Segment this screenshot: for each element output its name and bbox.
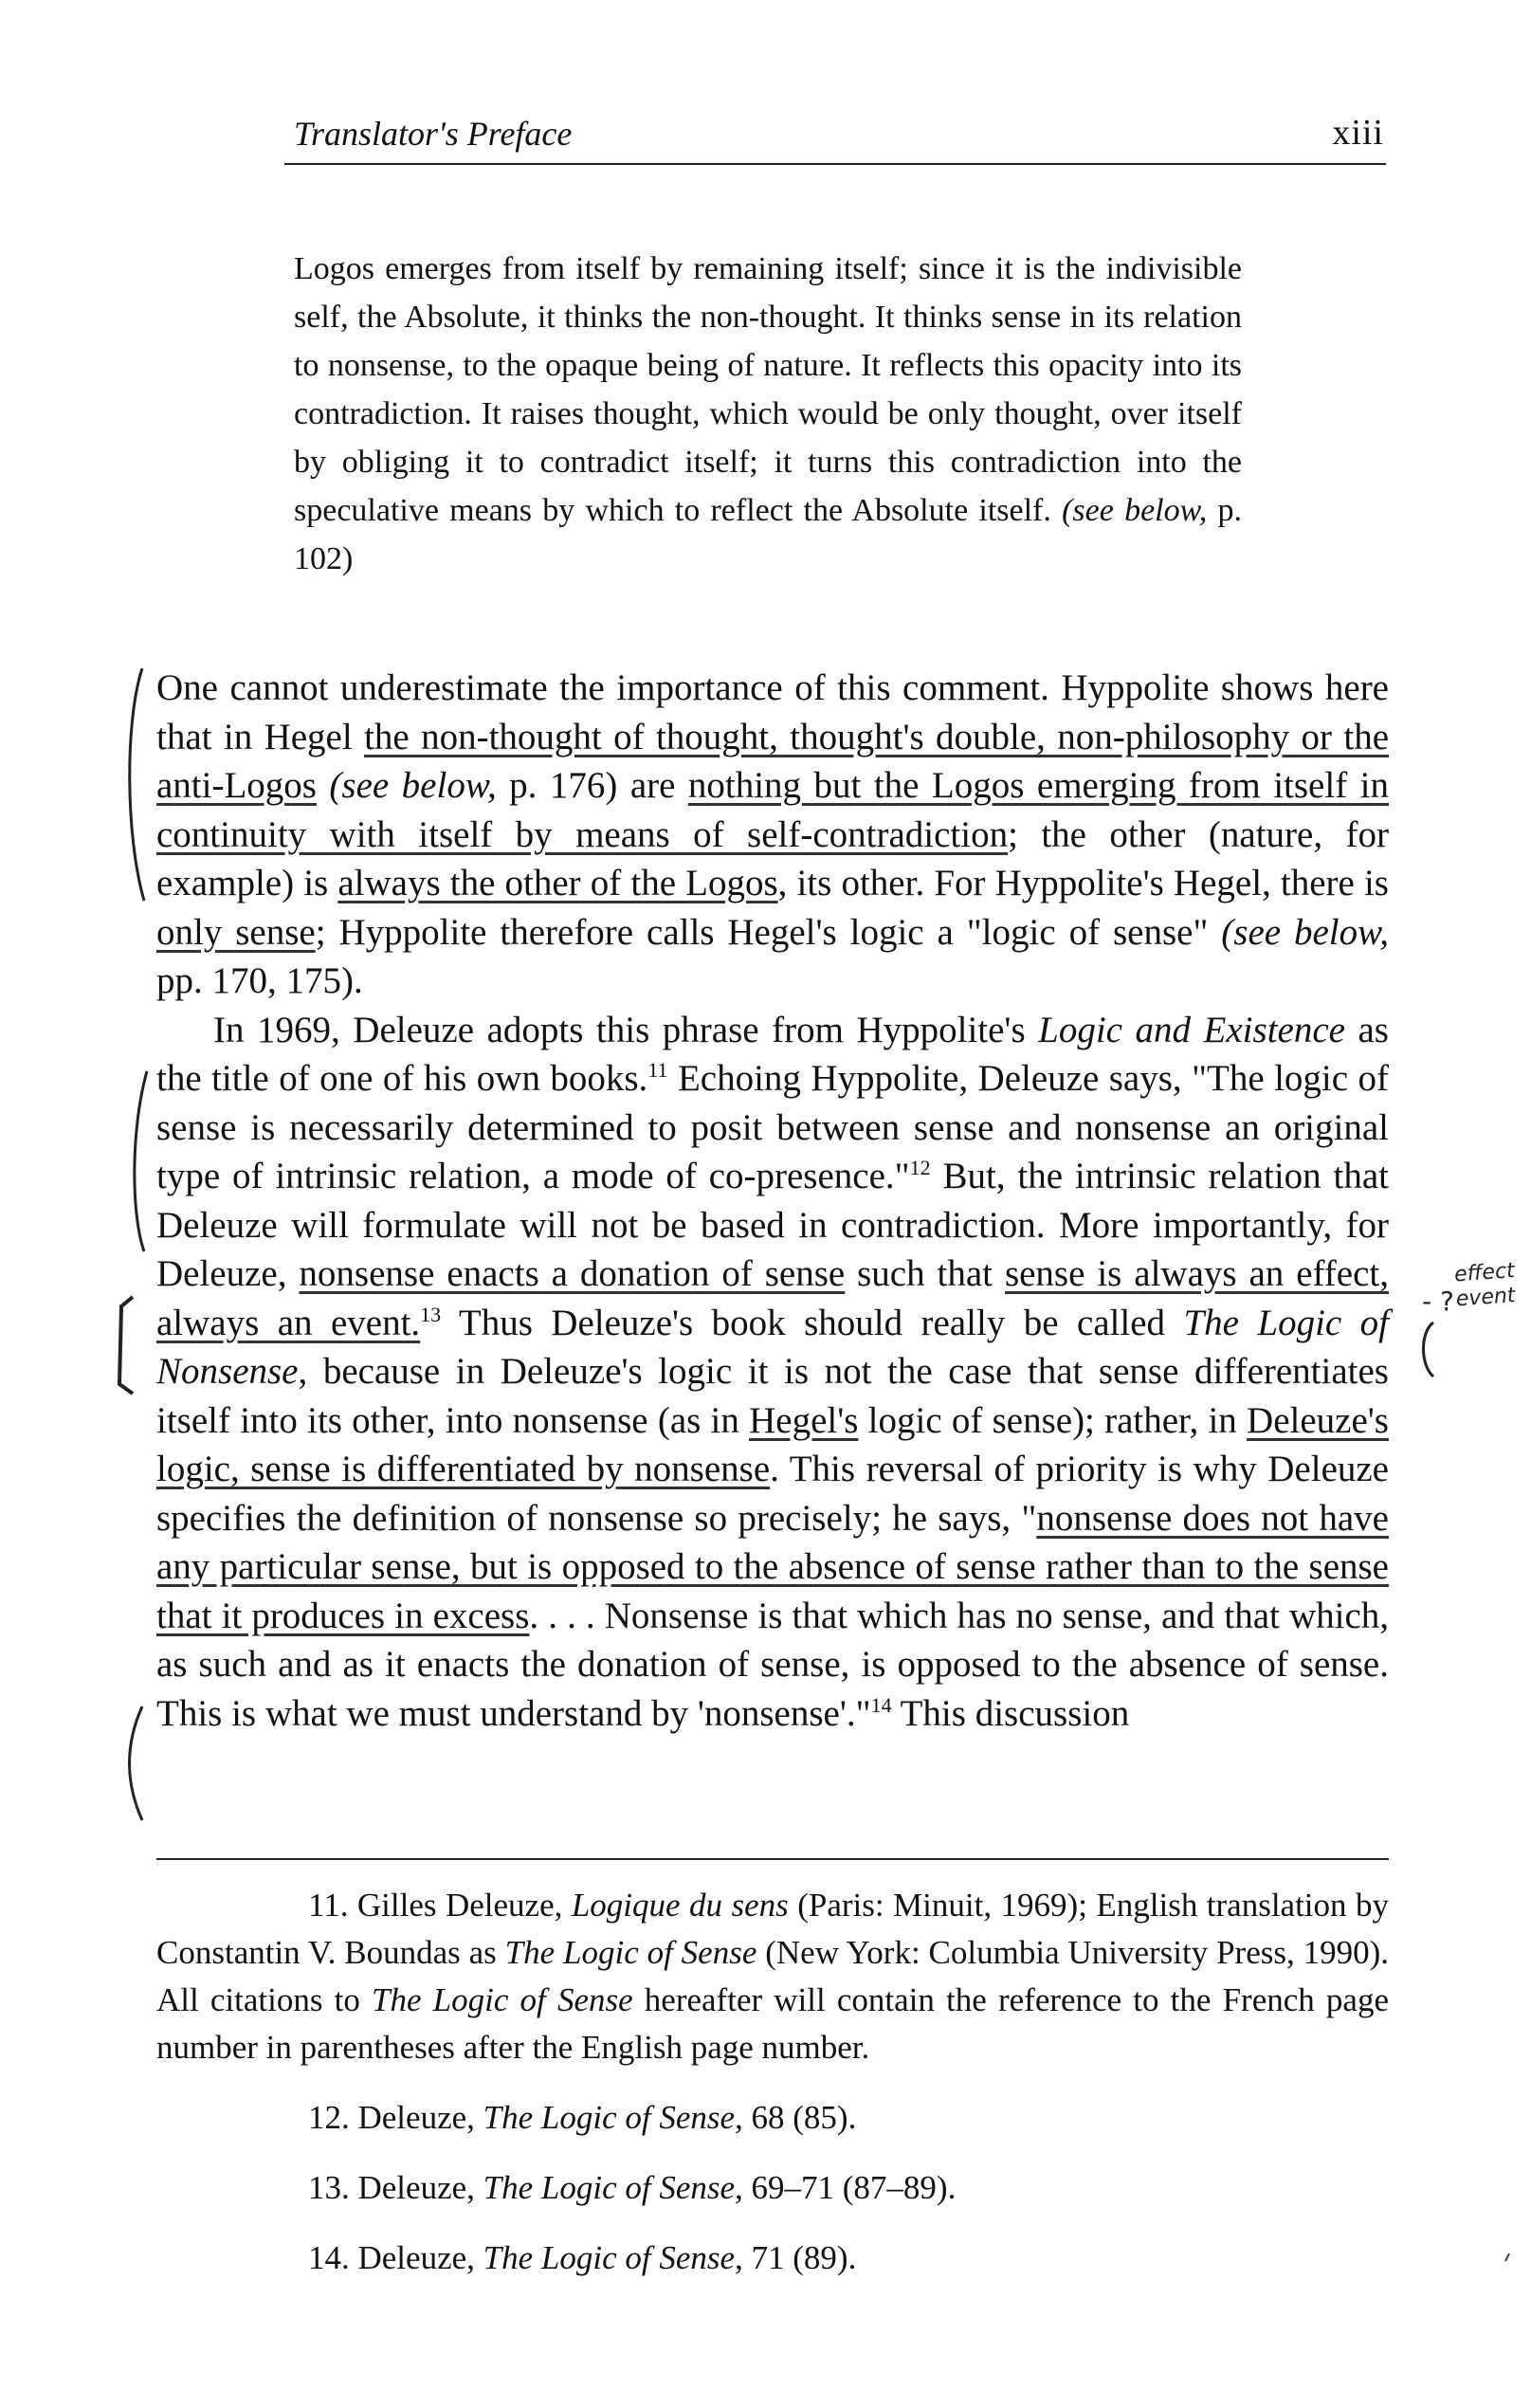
text-run: , because in Deleuze's logic it is not the case that sense differentiates itself into its other, into nonsense (as in xyxy=(156,1351,1389,1441)
underlined-run: only sense xyxy=(156,911,316,953)
text-run: as the title of one of his own books. xyxy=(156,1009,1389,1099)
running-title: Translator's Preface xyxy=(294,115,573,153)
underlined-run: the non-thought of thought, thought's double, non-philosophy or the anti-Logos xyxy=(156,716,1390,806)
quote-citation-page: p. 102) xyxy=(294,493,1242,576)
question-mark: - ? xyxy=(1422,1286,1454,1317)
handwritten-margin-note xyxy=(1453,1259,1522,1313)
margin-bracket-5 xyxy=(1424,1323,1434,1377)
underlined-run: sense is always an effect, always an event. xyxy=(156,1253,1390,1343)
italic-title: The Logic of Sense xyxy=(483,2239,736,2276)
footnote-ref-11: 11 xyxy=(647,1058,668,1082)
margin-tick xyxy=(1505,2253,1509,2261)
underlined-run: always the other of the Logos xyxy=(337,863,778,903)
text-run: One cannot underestimate the importance of this comment. Hyppolite shows here that in Hegel xyxy=(156,667,1389,757)
italic-title: Logic and Existence xyxy=(1038,1009,1345,1050)
italic-title: The Logic of Sense xyxy=(483,2099,736,2136)
text-run: In 1969, Deleuze adopts this phrase from Hyppolite's xyxy=(213,1009,1039,1050)
text-run: logic of sense); rather, in xyxy=(858,1399,1248,1441)
text-run: ; Hyppolite therefore calls Hegel's logic a "logic of sense" xyxy=(315,911,1222,953)
text-run: 13. Deleuze, xyxy=(308,2169,483,2206)
text-run: But, the intrinsic relation that Deleuze will formulate will not be based in contradiction. More importantly, for Deleuze, xyxy=(156,1156,1389,1294)
page-number: xiii xyxy=(1332,113,1384,153)
italic-title: The Logic of Sense xyxy=(483,2169,736,2206)
underlined-run: nonsense enacts a donation of sense xyxy=(299,1253,846,1294)
text-run: , 71 (89). xyxy=(735,2239,857,2276)
text-run: (Paris: Minuit, 1969); English translation by Constantin V. Boundas as xyxy=(156,1887,1389,1971)
text-run: hereafter will contain the reference to the French page number in parentheses after the English page number. xyxy=(156,1981,1390,2066)
italic-title: The Logic of Sense xyxy=(372,1981,633,2018)
italic-title: The Logic of Nonsense xyxy=(156,1302,1389,1392)
footnote-ref-14: 14 xyxy=(870,1692,892,1717)
text-run: This discussion xyxy=(891,1692,1130,1734)
margin-bracket-3 xyxy=(119,1297,133,1394)
text-run: pp. 170, 175). xyxy=(156,960,363,1001)
text-run: 12. Deleuze, xyxy=(308,2099,483,2136)
footnote-ref-13: 13 xyxy=(420,1302,442,1326)
underlined-run: nonsense does not have any particular sense, but is opposed to the absence of sense rather than to the sense that it produces in excess xyxy=(156,1497,1389,1636)
underlined-run: Hegel's xyxy=(749,1399,859,1441)
text-run: such that xyxy=(845,1253,1005,1294)
underlined-run: nothing but the Logos emerging from itself in continuity with itself by means of self-contradiction xyxy=(156,765,1389,855)
text-run: p. 176) are xyxy=(509,765,688,806)
margin-note-effect: effect xyxy=(1453,1259,1516,1287)
text-run: , 68 (85). xyxy=(735,2099,857,2136)
text-run: Echoing Hyppolite, Deleuze says, "The logic of sense is necessarily determined to posit between sense and nonsense an original type of intrinsic relation, a mode of co-presence." xyxy=(156,1058,1389,1196)
text-run: Thus Deleuze's book should really be called xyxy=(441,1302,1184,1343)
footnote-ref-12: 12 xyxy=(909,1156,931,1179)
italic-run: (see below, xyxy=(316,765,510,806)
text-run: . This reversal of priority is why Deleuze specifies the definition of nonsense so precisely; he says, " xyxy=(156,1449,1389,1539)
text-run: . . . . Nonsense is that which has no sense, and that which, as such and as it enacts the donation of sense, is opposed to the absence of sense. This is what we must understand by 'nonsense'." xyxy=(156,1595,1389,1734)
text-run: 14. Deleuze, xyxy=(308,2239,483,2276)
text-run: 11. Gilles Deleuze, xyxy=(308,1887,572,1924)
italic-run: (see below, xyxy=(1221,911,1389,953)
text-run: , 69–71 (87–89). xyxy=(735,2169,957,2206)
underlined-run: Deleuze's logic, sense is differentiated by nonsense xyxy=(156,1399,1389,1489)
quote-citation-see: (see below, xyxy=(1062,493,1208,528)
text-run: ; the other (nature, for example) is xyxy=(156,813,1389,903)
margin-bracket-4 xyxy=(130,1706,143,1820)
text-run: (New York: Columbia University Press, 1990). All citations to xyxy=(156,1934,1389,2018)
margin-note-event: event xyxy=(1455,1284,1517,1312)
text-run: , its other. For Hyppolite's Hegel, there is xyxy=(777,863,1389,903)
quote-text: Logos emerges from itself by remaining itself; since it is the indivisible self, the Absolute, it thinks the non-thought. It thinks sense in its relation to nonsense, to the opaque being of nature. It reflects this opacity into its contradiction. It raises thought, which would be only thought, over itself by obliging it to contradict itself; it turns this contradiction into the speculative means by which to reflect the Absolute itself. xyxy=(294,251,1242,528)
margin-bracket-1 xyxy=(130,668,144,901)
margin-bracket-2 xyxy=(135,1071,147,1251)
italic-title: The Logic of Sense xyxy=(504,1934,757,1971)
italic-title: Logique du sens xyxy=(571,1887,789,1924)
